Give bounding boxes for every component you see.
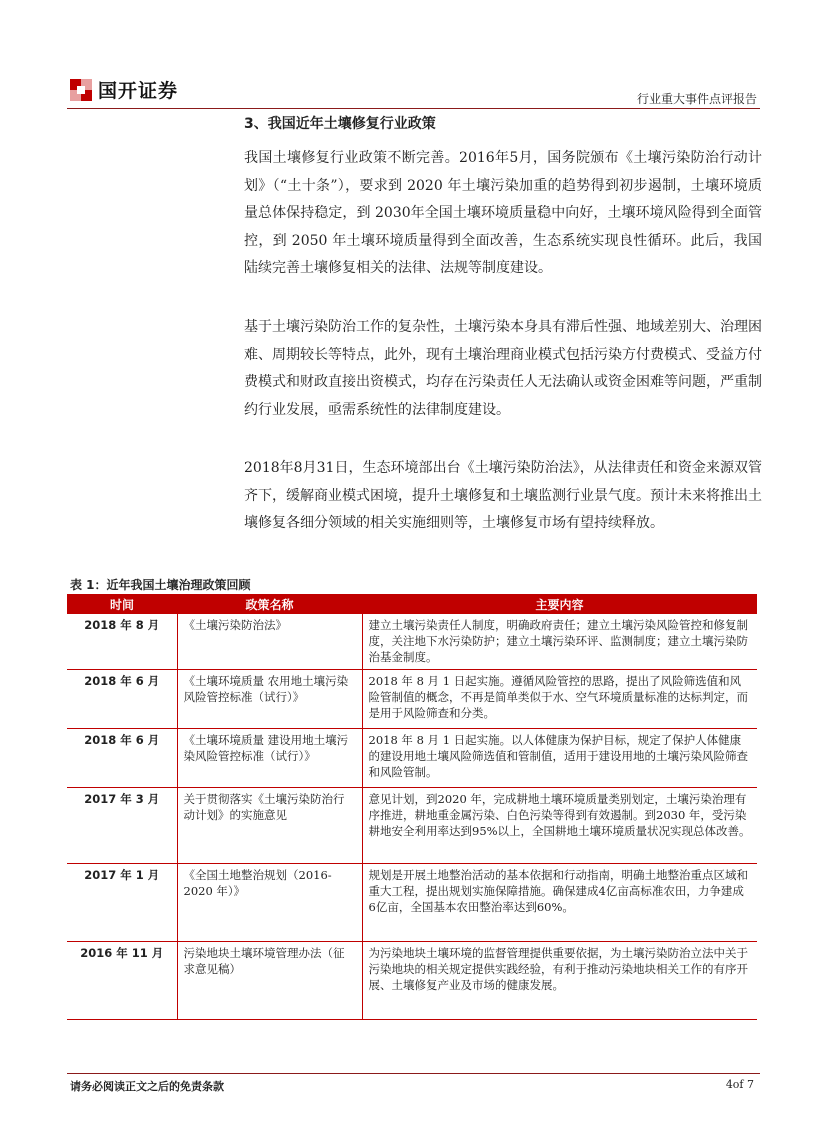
row-policy-name: 污染地块土壤环境管理办法（征求意见稿） bbox=[177, 941, 362, 1019]
paragraph: 我国土壤修复行业政策不断完善。2016年5月，国务院颁布《土壤污染防治行动计划》（“土十条”），要求到 2020 年土壤污染加重的趋势得到初步遏制，土壤环境质量总体保持稳定，到 2030年全国土壤环境质量稳中向好，土壤环境风险得到全面管控，到 2050 年土壤环境质量得到全面改善，生态系统实现良性循环。此后，我国陆续完善土壤修复相关的法律、法规等制度建设。 bbox=[244, 150, 762, 277]
row-date: 2018 年 8 月 bbox=[67, 614, 177, 669]
table-row bbox=[67, 669, 757, 728]
policy-table bbox=[67, 594, 757, 1020]
row-policy-name: 《全国土地整治规划（2016-2020 年）》 bbox=[177, 863, 362, 941]
table-header-row bbox=[67, 594, 757, 614]
row-date: 2016 年 11 月 bbox=[67, 941, 177, 1019]
row-policy-name: 《土壤环境质量 农用地土壤污染风险管控标准（试行）》 bbox=[177, 669, 362, 728]
row-content: 意见计划，到2020 年，完成耕地土壤环境质量类别划定，土壤污染治理有序推进，耕地重金属污染、白色污染等得到有效遏制。到2030 年，受污染耕地安全利用率达到95%以上，全国耕地土壤环境质量状况实现总体改善。 bbox=[362, 787, 757, 863]
footer-divider bbox=[67, 1073, 760, 1074]
row-date: 2017 年 1 月 bbox=[67, 863, 177, 941]
header-content: 主要内容 bbox=[362, 594, 757, 614]
paragraph: 基于土壤污染防治工作的复杂性，土壤污染本身具有滞后性强、地域差别大、治理困难、周期较长等特点，此外，现有土壤治理商业模式包括污染方付费模式、受益方付费模式和财政直接出资模式，均存在污染责任人无法确认或资金困难等问题，严重制约行业发展，亟需系统性的法律制度建设。 bbox=[244, 319, 762, 418]
header-policy-name: 政策名称 bbox=[177, 594, 362, 614]
row-policy-name: 《土壤环境质量 建设用地土壤污染风险管控标准（试行）》 bbox=[177, 728, 362, 787]
paragraph: 2018年8月31日，生态环境部出台《土壤污染防治法》，从法律责任和资金来源双管齐下，缓解商业模式困境，提升土壤修复和土壤监测行业景气度。预计未来将推出土壤修复各细分领域的相关实施细则等，土壤修复市场有望持续释放。 bbox=[244, 460, 762, 532]
report-type: 行业重大事件点评报告 bbox=[636, 92, 757, 106]
row-content: 2018 年 8 月 1 日起实施。遵循风险管控的思路，提出了风险筛选值和风险管制值的概念，不再是简单类似于水、空气环境质量标准的达标判定，而是用于风险筛查和分类。 bbox=[362, 669, 757, 728]
row-date: 2018 年 6 月 bbox=[67, 728, 177, 787]
disclaimer-link: 请务必阅读正文之后的免责条款 bbox=[70, 1080, 224, 1093]
row-date: 2017 年 3 月 bbox=[67, 787, 177, 863]
row-policy-name: 关于贯彻落实《土壤污染防治行动计划》的实施意见 bbox=[177, 787, 362, 863]
table-row bbox=[67, 787, 757, 863]
row-content: 为污染地块土壤环境的监督管理提供重要依据，为土壤污染防治立法中关于污染地块的相关规定提供实践经验，有利于推动污染地块相关工作的有序开展、土壤修复产业及市场的健康发展。 bbox=[362, 941, 757, 1019]
table-row bbox=[67, 614, 757, 669]
row-policy-name: 《土壤污染防治法》 bbox=[177, 614, 362, 669]
table-row bbox=[67, 728, 757, 787]
row-content: 建立土壤污染责任人制度，明确政府责任；建立土壤污染风险管控和修复制度，关注地下水污染防护；建立土壤污染环评、监测制度；建立土壤污染防治基金制度。 bbox=[362, 614, 757, 669]
row-date: 2018 年 6 月 bbox=[67, 669, 177, 728]
header-divider bbox=[67, 108, 760, 109]
table-row bbox=[67, 941, 757, 1019]
page-number: 4of 7 bbox=[725, 1078, 754, 1091]
company-logo bbox=[70, 76, 178, 103]
section-title: 3、我国近年土壤修复行业政策 bbox=[244, 116, 436, 132]
row-content: 2018 年 8 月 1 日起实施。以人体健康为保护目标，规定了保护人体健康的建设用地土壤风险筛选值和管制值，适用于建设用地的土壤污染风险筛查和风险管制。 bbox=[362, 728, 757, 787]
table-title: 表 1：近年我国土壤治理政策回顾 bbox=[70, 578, 251, 592]
logo-text: 国开证券 bbox=[98, 80, 179, 102]
header-date: 时间 bbox=[67, 594, 177, 614]
table-row bbox=[67, 863, 757, 941]
logo-mark-icon bbox=[70, 79, 92, 101]
row-content: 规划是开展土地整治活动的基本依据和行动指南，明确土地整治重点区域和重大工程，提出规划实施保障措施。确保建成4亿亩高标准农田，力争建成6亿亩，全国基本农田整治率达到60%。 bbox=[362, 863, 757, 941]
